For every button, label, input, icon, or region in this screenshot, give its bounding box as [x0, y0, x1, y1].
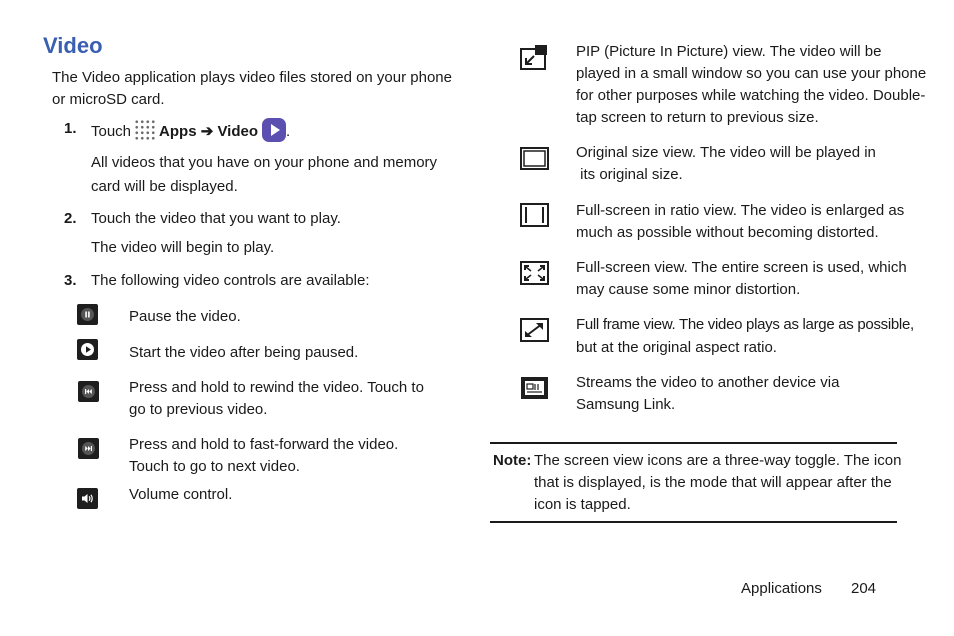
play-icon: [77, 339, 98, 360]
pip-text-2: played in a small window so you can use your phone: [576, 65, 927, 82]
pip-icon: [520, 44, 548, 70]
step-2-sub: The video will begin to play.: [91, 239, 275, 256]
step-2-number: 2.: [64, 210, 77, 227]
step-3-text: The following video controls are available:: [91, 272, 370, 289]
note-text-2: that is displayed, is the mode that will appear after the: [534, 474, 892, 491]
pip-text-1: PIP (Picture In Picture) view. The video will be: [576, 43, 882, 60]
step-1-touch: Touch: [91, 123, 132, 140]
page-number: 204: [851, 580, 877, 597]
step-1-text: [91, 118, 290, 143]
rewind-icon: [78, 381, 99, 402]
original-size-text-2: its original size.: [576, 166, 683, 183]
samsung-link-text-1: Streams the video to another device via: [576, 374, 840, 391]
full-frame-icon: [520, 318, 549, 342]
control-rewind-text-2: go to previous video.: [129, 401, 268, 418]
step-1-sub-1: All videos that you have on your phone and memory: [91, 154, 438, 171]
note-text-3: icon is tapped.: [534, 496, 631, 513]
pip-text-4: tap screen to return to previous size.: [576, 109, 819, 126]
note-text-1: The screen view icons are a three-way toggle. The icon: [534, 452, 902, 469]
video-app-icon: [262, 118, 286, 142]
control-play-text: Start the video after being paused.: [129, 344, 359, 361]
note-top-rule: [490, 442, 897, 444]
step-1-video: Video: [217, 123, 259, 140]
original-size-text-1: Original size view. The video will be played in: [576, 144, 876, 161]
full-screen-icon: [520, 261, 549, 285]
pip-text-3: for other purposes while watching the video. Double-: [576, 87, 926, 104]
apps-grid-icon: [134, 119, 156, 141]
control-ff-text-1: Press and hold to fast-forward the video.: [129, 436, 399, 453]
note-bottom-rule: [490, 521, 897, 523]
step-1-number: 1.: [64, 120, 77, 137]
volume-icon: [77, 488, 98, 509]
ratio-screen-icon: [520, 203, 549, 227]
full-screen-text-1: Full-screen view. The entire screen is used, which: [576, 259, 907, 276]
note-label: Note:: [493, 452, 532, 469]
step-2-text: Touch the video that you want to play.: [91, 210, 341, 227]
control-volume-text: Volume control.: [129, 486, 233, 503]
intro-line-2: or microSD card.: [52, 91, 165, 108]
fast-forward-icon: [78, 438, 99, 459]
samsung-link-icon: [520, 376, 549, 400]
samsung-link-text-2: Samsung Link.: [576, 396, 676, 413]
step-1-period: .: [286, 123, 291, 140]
ratio-screen-text-2: much as possible without becoming distorted.: [576, 224, 879, 241]
step-1-apps: Apps: [159, 123, 197, 140]
full-screen-text-2: may cause some minor distortion.: [576, 281, 801, 298]
step-3-number: 3.: [64, 272, 77, 289]
full-frame-text-2: but at the original aspect ratio.: [576, 339, 777, 356]
original-size-icon: [520, 147, 549, 170]
footer-section: Applications: [741, 580, 822, 597]
intro-line-1: The Video application plays video files stored on your phone: [52, 69, 452, 86]
full-frame-text-1: Full frame view. The video plays as large as possible,: [576, 316, 914, 333]
ratio-screen-text-1: Full-screen in ratio view. The video is enlarged as: [576, 202, 905, 219]
pause-icon: [77, 304, 98, 325]
page-title: Video: [43, 33, 103, 58]
step-1-sub-2: card will be displayed.: [91, 178, 238, 195]
step-1-arrow: ➔: [200, 123, 214, 140]
control-pause-text: Pause the video.: [129, 308, 241, 325]
control-rewind-text-1: Press and hold to rewind the video. Touch to: [129, 379, 424, 396]
control-ff-text-2: Touch to go to next video.: [129, 458, 300, 475]
